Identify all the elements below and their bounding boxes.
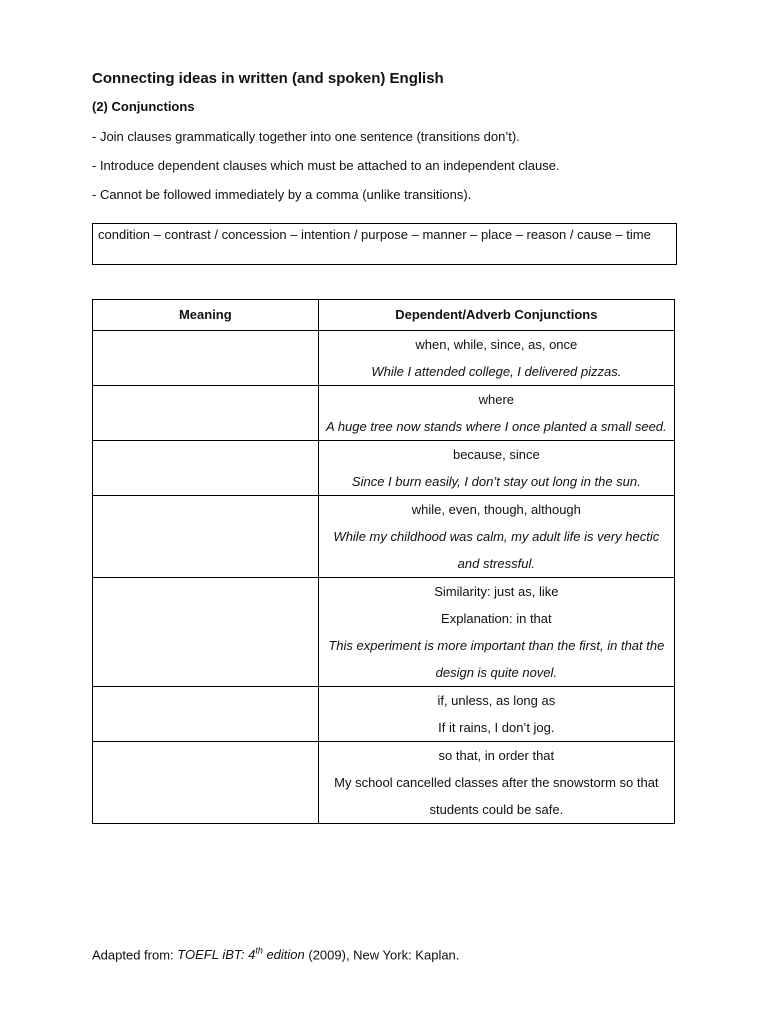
citation-prefix: Adapted from: xyxy=(92,947,178,963)
conjunction-cell xyxy=(318,578,674,687)
meaning-cell xyxy=(93,496,319,578)
citation-edition: edition xyxy=(262,947,305,963)
meaning-categories-box: condition – contrast / concession – intention / purpose – manner – place – reason / cause – time xyxy=(92,223,677,265)
example-sentence: A huge tree now stands where I once planted a small seed. xyxy=(326,419,667,434)
table-row xyxy=(93,331,675,386)
meaning-cell xyxy=(93,578,319,687)
example-sentence: Since I burn easily, I don’t stay out long in the sun. xyxy=(351,474,641,489)
table-header-row xyxy=(93,300,675,331)
conjunction-text: Explanation: in that xyxy=(441,611,552,626)
table-row xyxy=(93,687,675,742)
conjunction-cell xyxy=(318,742,674,824)
table-row xyxy=(93,742,675,824)
conjunction-text: when, while, since, as, once xyxy=(415,337,578,352)
conjunction-cell xyxy=(318,331,674,386)
table-row xyxy=(93,496,675,578)
citation-sup: th xyxy=(255,946,263,956)
table-row xyxy=(93,386,675,441)
bullet-point-2: - Introduce dependent clauses which must be attached to an independent clause. xyxy=(92,158,560,173)
meaning-cell xyxy=(93,687,319,742)
bullet-point-1: - Join clauses grammatically together into one sentence (transitions don’t). xyxy=(92,129,520,144)
example-sentence: This experiment is more important than the first, in that the design is quite novel. xyxy=(328,638,665,680)
table-row xyxy=(93,441,675,496)
conjunction-text: while, even, though, although xyxy=(411,502,581,517)
header-meaning: Meaning xyxy=(93,300,319,331)
header-conjunctions: Dependent/Adverb Conjunctions xyxy=(318,300,674,331)
conjunction-text: because, since xyxy=(452,447,540,462)
section-subtitle: (2) Conjunctions xyxy=(92,99,195,114)
conjunction-text: if, unless, as long as xyxy=(437,693,556,708)
conjunction-cell xyxy=(318,441,674,496)
source-citation xyxy=(92,946,459,962)
citation-suffix: (2009), New York: Kaplan. xyxy=(304,947,460,963)
meaning-cell xyxy=(93,331,319,386)
table-row xyxy=(93,578,675,687)
conjunction-text: where xyxy=(478,392,515,407)
page-title: Connecting ideas in written (and spoken) English xyxy=(92,70,444,87)
conjunction-text: My school cancelled classes after the snowstorm so that students could be safe. xyxy=(334,775,659,817)
meaning-cell xyxy=(93,441,319,496)
conjunction-cell xyxy=(318,386,674,441)
conjunctions-table xyxy=(92,299,675,824)
meaning-cell xyxy=(93,742,319,824)
conjunction-text: If it rains, I don’t jog. xyxy=(438,720,555,735)
bullet-point-3: - Cannot be followed immediately by a comma (unlike transitions). xyxy=(92,187,472,202)
conjunction-cell xyxy=(318,687,674,742)
example-sentence: While my childhood was calm, my adult life is very hectic and stressful. xyxy=(333,529,660,571)
table-body xyxy=(93,331,675,824)
conjunction-cell xyxy=(318,496,674,578)
example-sentence: While I attended college, I delivered pizzas. xyxy=(371,364,622,379)
meaning-cell xyxy=(93,386,319,441)
citation-book: TOEFL iBT: 4 xyxy=(177,947,256,963)
conjunction-text: so that, in order that xyxy=(438,748,555,763)
conjunction-text: Similarity: just as, like xyxy=(434,584,559,599)
